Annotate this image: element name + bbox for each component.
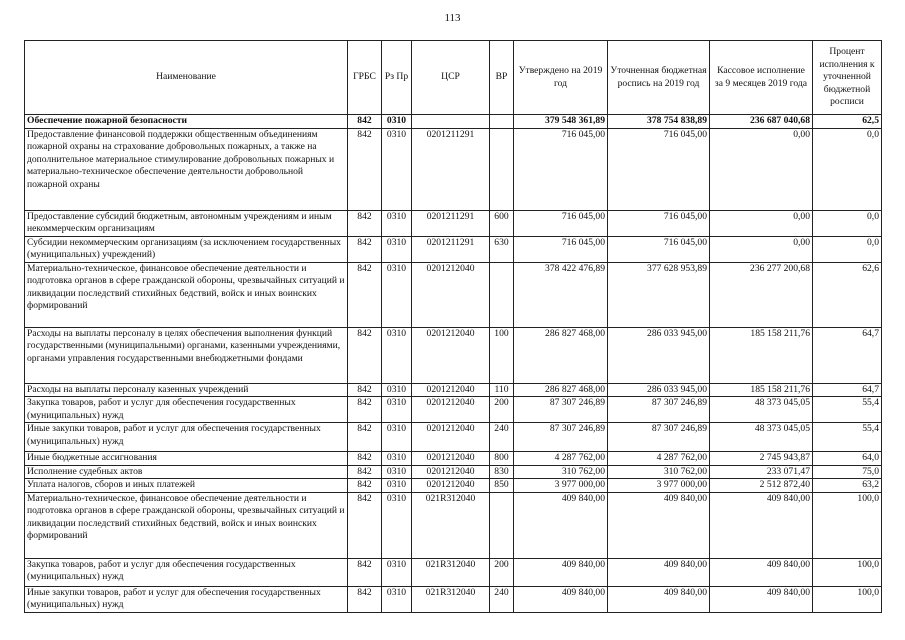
cell-name: Закупка товаров, работ и услуг для обеспечения государственных (муниципальных) нужд [25,558,348,586]
cell-executed: 233 071,47 [710,465,813,479]
cell-vr [490,128,514,210]
cell-percent: 100,0 [813,492,882,558]
cell-grbs: 842 [348,465,382,479]
cell-executed: 185 158 211,76 [710,327,813,383]
budget-table [24,40,882,613]
cell-grbs: 842 [348,423,382,452]
cell-csr: 0201212040 [412,397,490,423]
cell-executed: 409 840,00 [710,586,813,612]
cell-revised: 409 840,00 [608,558,710,586]
table-row [25,128,882,210]
cell-revised: 409 840,00 [608,492,710,558]
cell-grbs: 842 [348,210,382,236]
cell-csr: 0201212040 [412,423,490,452]
cell-name: Расходы на выплаты персоналу в целях обеспечения выполнения функций государственными (муниципальными) органами, казенными учреждениями, органами управления государственными внебюджетными фондами [25,327,348,383]
table-row [25,397,882,423]
cell-grbs: 842 [348,558,382,586]
cell-rzpr: 0310 [382,465,412,479]
table-row [25,262,882,327]
cell-name: Иные бюджетные ассигнования [25,452,348,466]
cell-rzpr: 0310 [382,423,412,452]
cell-vr: 630 [490,236,514,262]
cell-name: Исполнение судебных актов [25,465,348,479]
cell-csr: 0201212040 [412,452,490,466]
cell-percent: 100,0 [813,586,882,612]
cell-percent: 64,7 [813,383,882,397]
cell-grbs: 842 [348,115,382,129]
cell-rzpr: 0310 [382,115,412,129]
table-row [25,210,882,236]
cell-csr: 0201212040 [412,383,490,397]
cell-revised: 87 307 246,89 [608,397,710,423]
cell-name: Иные закупки товаров, работ и услуг для обеспечения государственных (муниципальных) нужд [25,423,348,452]
cell-revised: 378 754 838,89 [608,115,710,129]
cell-percent: 0,0 [813,236,882,262]
cell-rzpr: 0310 [382,262,412,327]
table-header-row [25,41,882,115]
cell-approved: 3 977 000,00 [514,479,608,493]
cell-percent: 0,0 [813,210,882,236]
cell-csr: 0201212040 [412,262,490,327]
cell-executed: 236 277 200,68 [710,262,813,327]
cell-executed: 48 373 045,05 [710,397,813,423]
cell-name: Расходы на выплаты персоналу казенных учреждений [25,383,348,397]
cell-revised: 286 033 945,00 [608,327,710,383]
cell-executed: 409 840,00 [710,492,813,558]
cell-vr: 200 [490,558,514,586]
table-row [25,115,882,129]
cell-vr: 110 [490,383,514,397]
cell-csr: 021R312040 [412,586,490,612]
cell-name: Материально-техническое, финансовое обеспечение деятельности и подготовка органов в сфере гражданской обороны, чрезвычайных ситуаций и ликвидации последствий стихийных бедствий, войск и иных воинских формирований [25,262,348,327]
cell-grbs: 842 [348,479,382,493]
cell-name: Предоставление субсидий бюджетным, автономным учреждениям и иным некоммерческим организациям [25,210,348,236]
cell-percent: 100,0 [813,558,882,586]
cell-grbs: 842 [348,492,382,558]
cell-revised: 310 762,00 [608,465,710,479]
cell-vr: 600 [490,210,514,236]
cell-approved: 409 840,00 [514,586,608,612]
table-row [25,586,882,612]
header-approved: Утверждено на 2019 год [514,41,608,115]
cell-percent: 64,0 [813,452,882,466]
cell-rzpr: 0310 [382,210,412,236]
header-revised: Уточненная бюджетная роспись на 2019 год [608,41,710,115]
cell-vr: 800 [490,452,514,466]
cell-grbs: 842 [348,397,382,423]
cell-executed: 0,00 [710,128,813,210]
cell-vr: 200 [490,397,514,423]
cell-approved: 716 045,00 [514,128,608,210]
cell-approved: 409 840,00 [514,558,608,586]
cell-rzpr: 0310 [382,327,412,383]
cell-revised: 409 840,00 [608,586,710,612]
cell-executed: 409 840,00 [710,558,813,586]
cell-executed: 48 373 045,05 [710,423,813,452]
cell-csr: 0201212040 [412,479,490,493]
cell-vr [490,115,514,129]
table-row [25,423,882,452]
cell-rzpr: 0310 [382,128,412,210]
cell-rzpr: 0310 [382,383,412,397]
cell-grbs: 842 [348,262,382,327]
cell-csr: 0201211291 [412,236,490,262]
cell-executed: 2 512 872,40 [710,479,813,493]
cell-approved: 310 762,00 [514,465,608,479]
cell-name: Обеспечение пожарной безопасности [25,115,348,129]
header-csr: ЦСР [412,41,490,115]
cell-name: Иные закупки товаров, работ и услуг для обеспечения государственных (муниципальных) нужд [25,586,348,612]
cell-csr: 0201211291 [412,128,490,210]
cell-revised: 87 307 246,89 [608,423,710,452]
table-row [25,327,882,383]
cell-vr [490,262,514,327]
cell-rzpr: 0310 [382,236,412,262]
cell-name: Субсидии некоммерческим организациям (за исключением государственных (муниципальных) учреждений) [25,236,348,262]
cell-name: Материально-техническое, финансовое обеспечение деятельности и подготовка органов в сфере гражданской обороны, чрезвычайных ситуаций и ликвидации последствий стихийных бедствий, войск и иных воинских формирований [25,492,348,558]
cell-approved: 4 287 762,00 [514,452,608,466]
cell-revised: 377 628 953,89 [608,262,710,327]
cell-grbs: 842 [348,327,382,383]
table-row [25,465,882,479]
cell-revised: 3 977 000,00 [608,479,710,493]
cell-executed: 0,00 [710,236,813,262]
table-row [25,558,882,586]
cell-rzpr: 0310 [382,479,412,493]
cell-vr: 240 [490,586,514,612]
cell-percent: 55,4 [813,397,882,423]
cell-revised: 716 045,00 [608,236,710,262]
cell-rzpr: 0310 [382,397,412,423]
table-row [25,383,882,397]
cell-approved: 378 422 476,89 [514,262,608,327]
cell-executed: 0,00 [710,210,813,236]
cell-executed: 236 687 040,68 [710,115,813,129]
cell-percent: 64,7 [813,327,882,383]
header-executed: Кассовое исполнение за 9 месяцев 2019 года [710,41,813,115]
cell-name: Уплата налогов, сборов и иных платежей [25,479,348,493]
cell-revised: 4 287 762,00 [608,452,710,466]
cell-percent: 0,0 [813,128,882,210]
cell-vr: 830 [490,465,514,479]
cell-approved: 409 840,00 [514,492,608,558]
page-number: 113 [444,12,461,24]
header-grbs: ГРБС [348,41,382,115]
cell-grbs: 842 [348,128,382,210]
header-rzpr: Рз Пр [382,41,412,115]
cell-approved: 87 307 246,89 [514,397,608,423]
cell-revised: 716 045,00 [608,210,710,236]
cell-name: Закупка товаров, работ и услуг для обеспечения государственных (муниципальных) нужд [25,397,348,423]
cell-vr: 240 [490,423,514,452]
cell-approved: 716 045,00 [514,236,608,262]
cell-percent: 75,0 [813,465,882,479]
header-percent: Процент исполнения к уточненной бюджетной росписи [813,41,882,115]
cell-revised: 716 045,00 [608,128,710,210]
cell-rzpr: 0310 [382,492,412,558]
header-vr: ВР [490,41,514,115]
cell-vr [490,492,514,558]
cell-rzpr: 0310 [382,558,412,586]
cell-executed: 185 158 211,76 [710,383,813,397]
cell-approved: 286 827 468,00 [514,327,608,383]
cell-rzpr: 0310 [382,586,412,612]
cell-revised: 286 033 945,00 [608,383,710,397]
header-name: Наименование [25,41,348,115]
cell-percent: 63,2 [813,479,882,493]
cell-approved: 87 307 246,89 [514,423,608,452]
table-row [25,479,882,493]
table-row [25,492,882,558]
cell-vr: 850 [490,479,514,493]
cell-grbs: 842 [348,383,382,397]
cell-csr: 0201211291 [412,210,490,236]
cell-approved: 716 045,00 [514,210,608,236]
table-row [25,452,882,466]
cell-percent: 55,4 [813,423,882,452]
cell-rzpr: 0310 [382,452,412,466]
cell-vr: 100 [490,327,514,383]
cell-name: Предоставление финансовой поддержки общественным объединениям пожарной охраны на страхование добровольных пожарных, а также на дополнительное материальное стимулирование добровольных пожарных и материально-техническое обеспечение деятельности добровольной пожарной охраны [25,128,348,210]
cell-executed: 2 745 943,87 [710,452,813,466]
cell-csr [412,115,490,129]
cell-approved: 379 548 361,89 [514,115,608,129]
cell-grbs: 842 [348,586,382,612]
cell-grbs: 842 [348,452,382,466]
cell-csr: 0201212040 [412,465,490,479]
cell-approved: 286 827 468,00 [514,383,608,397]
cell-csr: 021R312040 [412,492,490,558]
cell-csr: 021R312040 [412,558,490,586]
cell-csr: 0201212040 [412,327,490,383]
cell-percent: 62,6 [813,262,882,327]
cell-percent: 62,5 [813,115,882,129]
table-row [25,236,882,262]
cell-grbs: 842 [348,236,382,262]
